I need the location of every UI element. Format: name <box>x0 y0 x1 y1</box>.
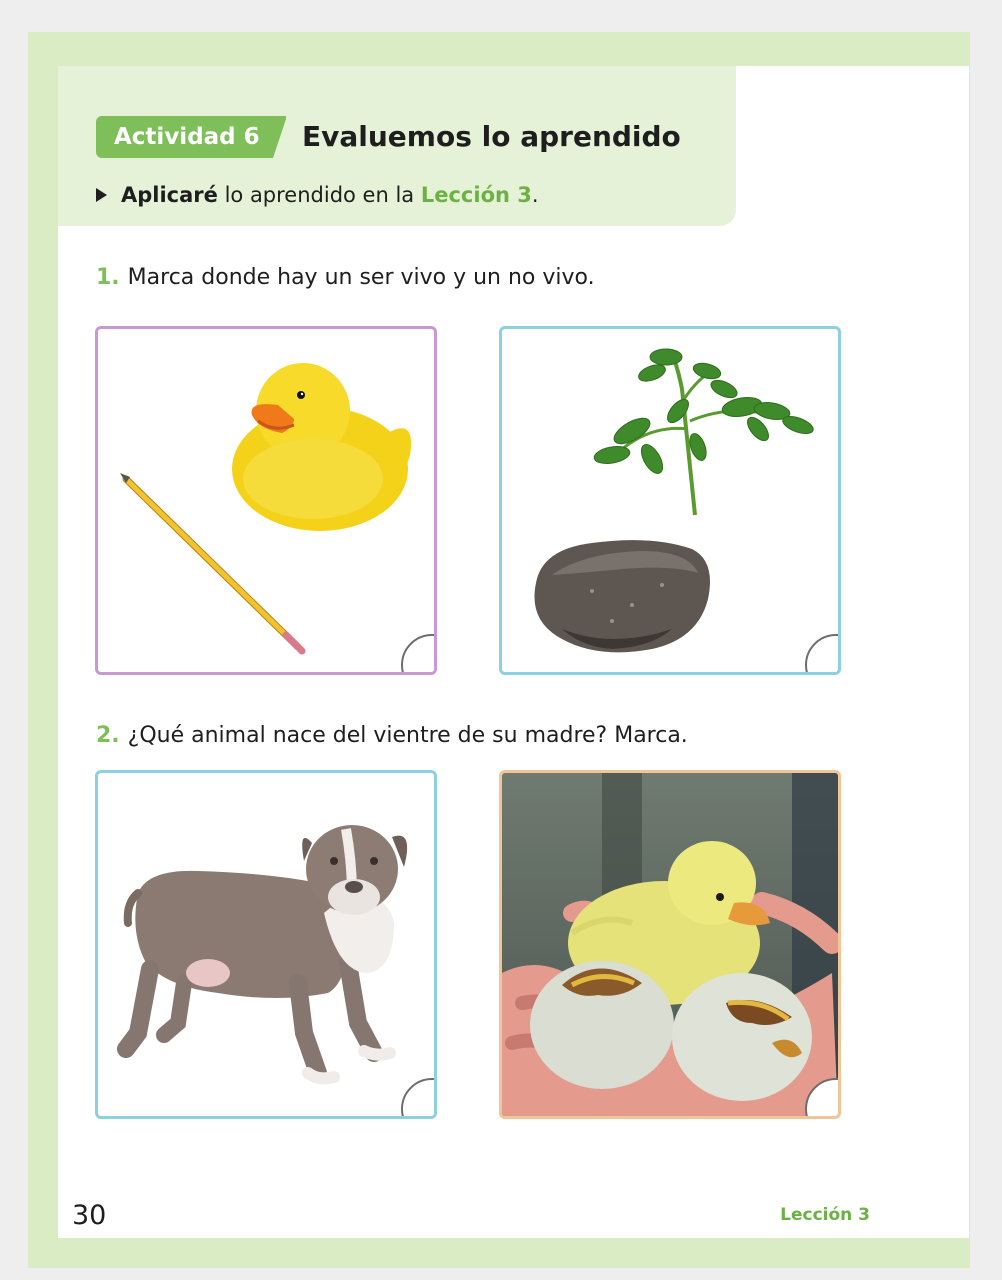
dog-image <box>126 825 407 1078</box>
objective-text: lo aprendido en la <box>217 183 421 207</box>
activity-title: Evaluemos lo aprendido <box>302 120 681 153</box>
question-2-text: ¿Qué animal nace del vientre de su madre? Marca. <box>127 723 688 748</box>
objective-line <box>96 180 539 210</box>
objective-end: . <box>531 183 539 207</box>
q2-option-a-card[interactable] <box>95 770 437 1119</box>
footer-lesson-label: Lección 3 <box>780 1205 870 1225</box>
plant-image <box>593 349 816 515</box>
play-bullet-icon <box>96 188 107 202</box>
rock-image <box>534 540 710 652</box>
duck-and-pencil-illustration <box>98 329 434 672</box>
question-1-number: 1. <box>96 265 120 290</box>
duckling-hatching-illustration <box>502 773 838 1116</box>
q1-option-a-card[interactable] <box>95 326 437 675</box>
rubber-duck-image <box>232 363 411 531</box>
q2-option-b-card[interactable] <box>499 770 841 1119</box>
objective-verb: Aplicaré <box>121 183 218 207</box>
dog-illustration <box>98 773 434 1116</box>
question-2-number: 2. <box>96 723 120 748</box>
question-2 <box>96 721 688 751</box>
activity-badge: Actividad 6 <box>96 116 286 158</box>
question-1-text: Marca donde hay un ser vivo y un no vivo. <box>127 265 595 290</box>
objective-lesson: Lección 3 <box>420 183 532 207</box>
question-1 <box>96 263 595 293</box>
plant-and-rock-illustration <box>502 329 838 672</box>
page-number: 30 <box>72 1200 107 1231</box>
q1-option-b-card[interactable] <box>499 326 841 675</box>
